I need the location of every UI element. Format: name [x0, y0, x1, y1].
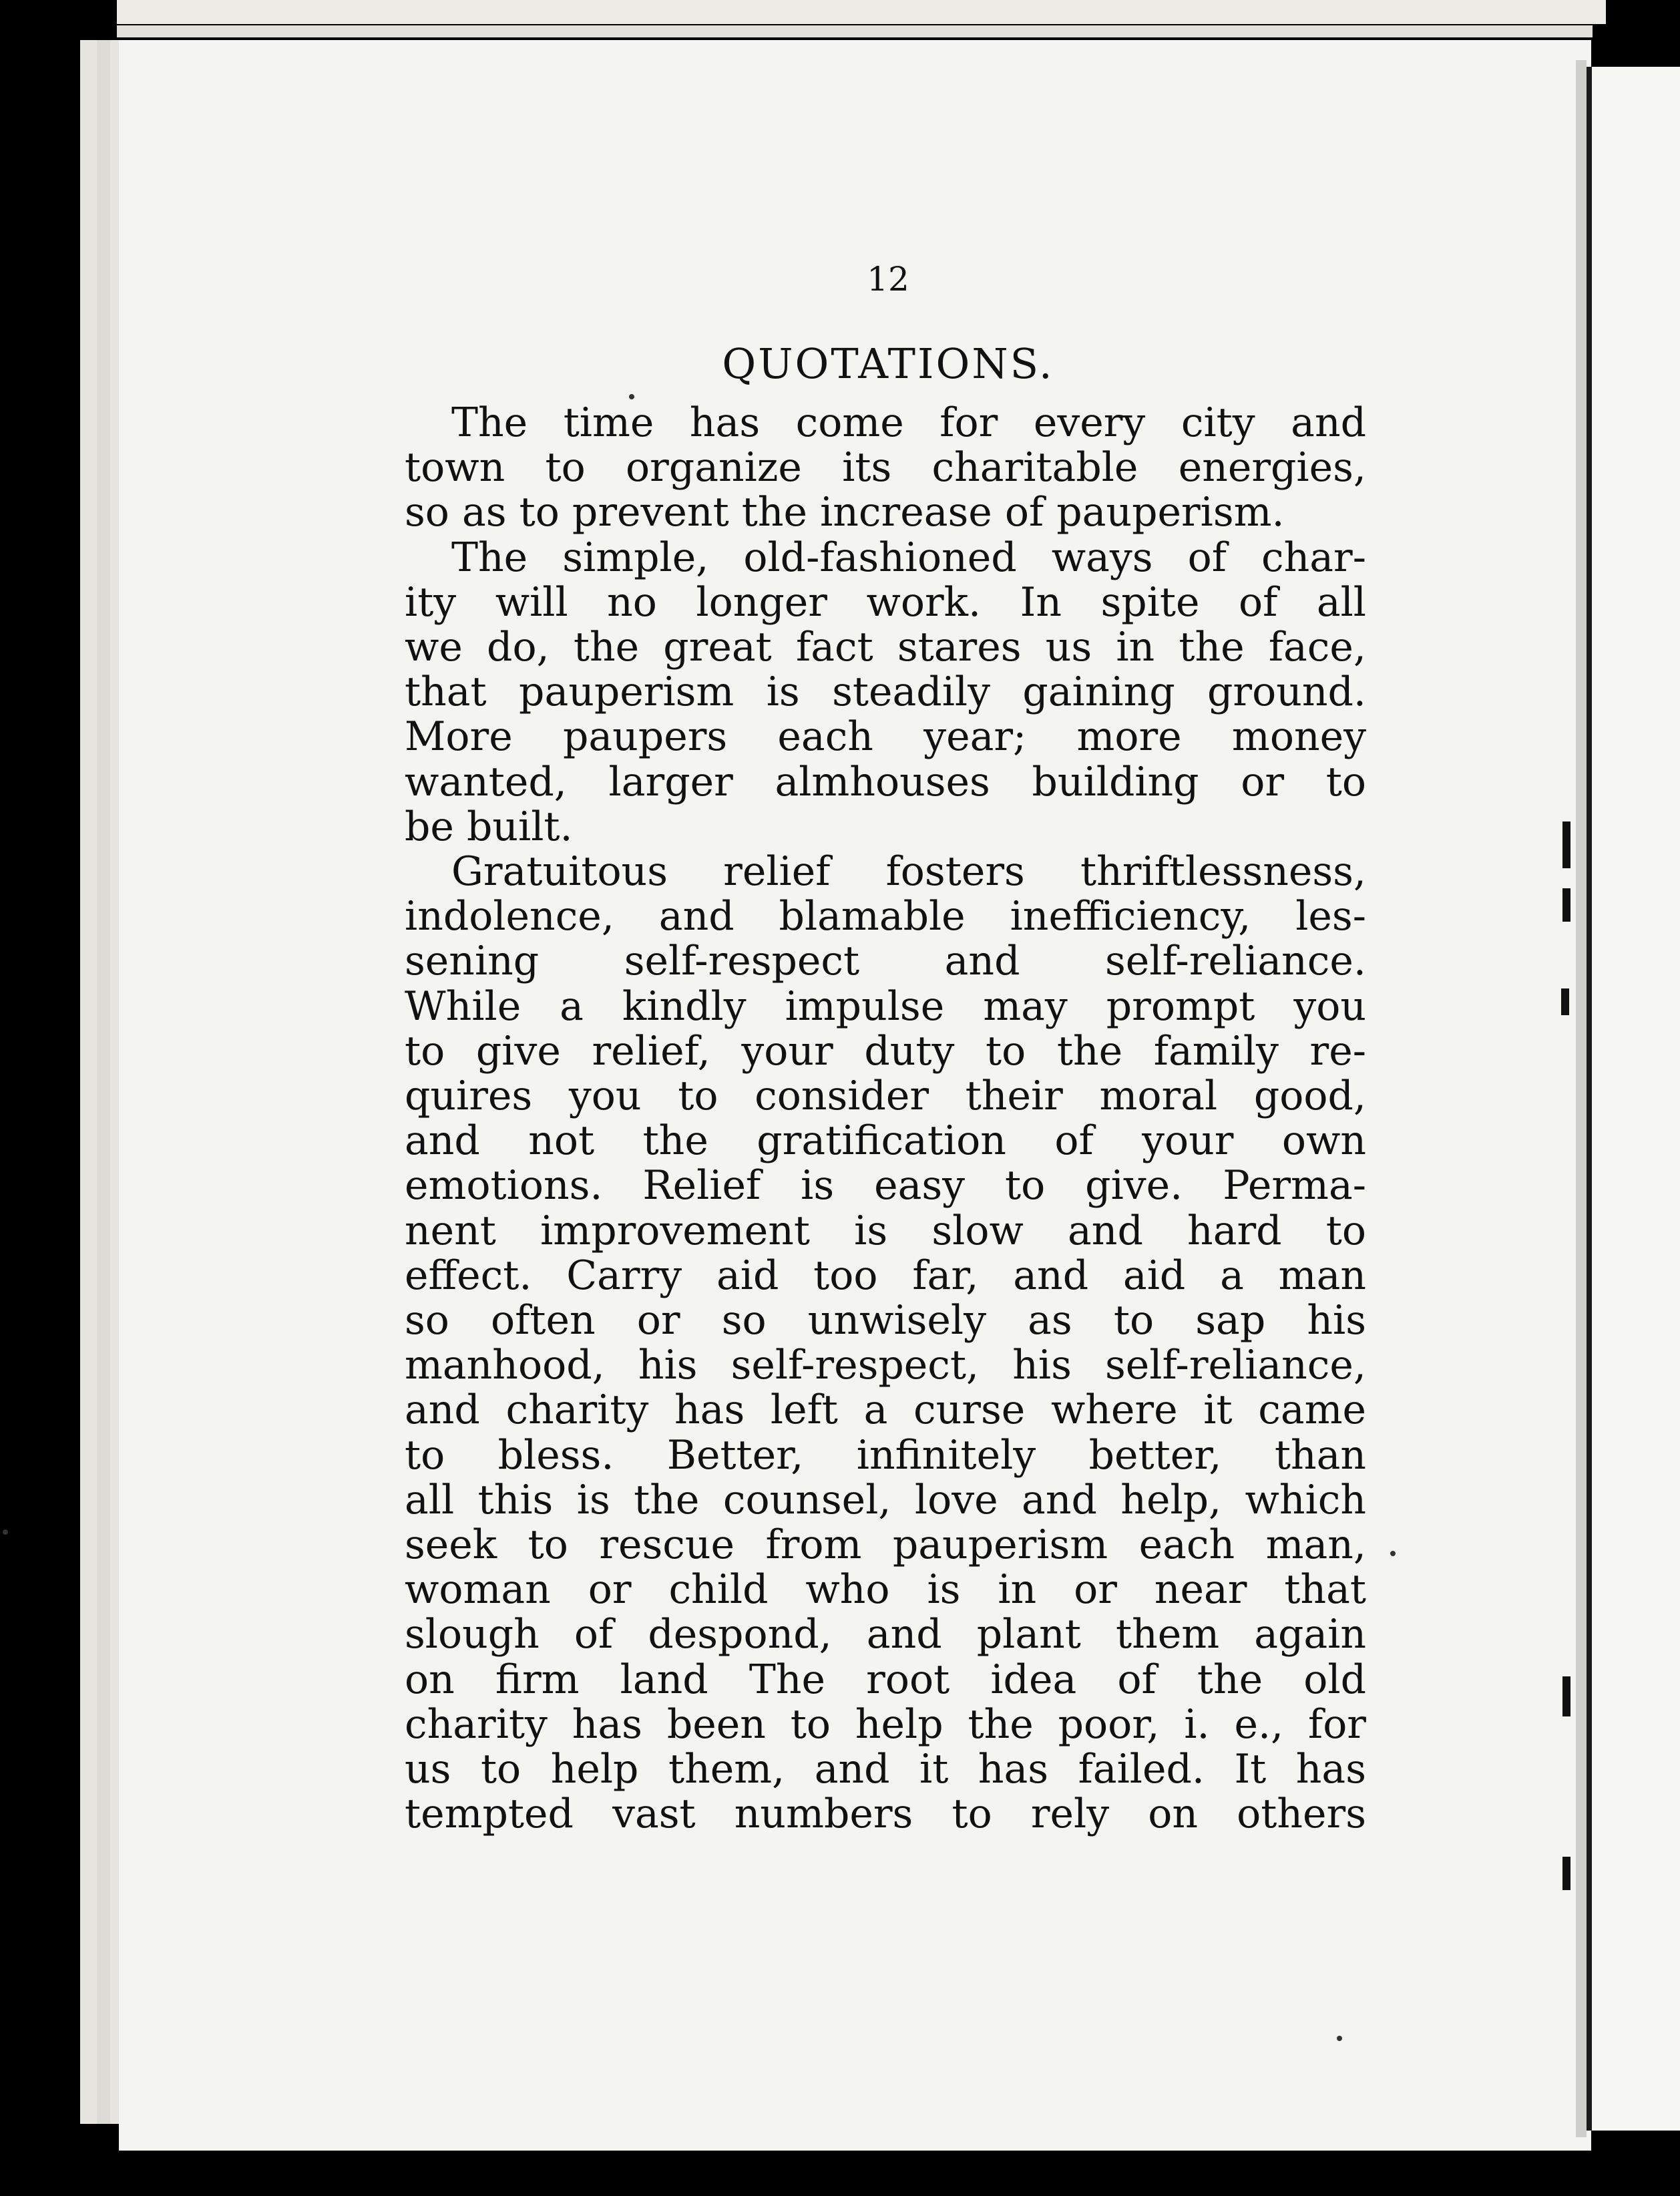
text-line: charity has been to help the poor, i. e., for — [405, 1701, 1366, 1748]
underlying-page-left-edge-2 — [97, 40, 110, 2124]
text-line: wanted, larger almhouses building or to — [405, 759, 1366, 805]
text-line: emotions. Relief is easy to give. Perma- — [405, 1162, 1366, 1209]
text-line: More paupers each year; more money — [405, 713, 1366, 760]
ink-speck — [1337, 2036, 1342, 2041]
binding-mark — [1562, 1857, 1570, 1890]
text-line: tempted vast numbers to rely on others — [405, 1791, 1366, 1837]
text-line: quires you to consider their moral good, — [405, 1073, 1366, 1119]
text-line: Gratuitous relief fosters thriftlessness, — [451, 848, 1366, 895]
text-line: so as to prevent the increase of pauperism. — [405, 489, 1285, 536]
text-line: sening self-respect and self-reliance. — [405, 938, 1366, 984]
text-line: woman or child who is in or near that — [405, 1566, 1366, 1613]
binding-mark — [1562, 888, 1570, 922]
text-line: indolence, and blamable inefficiency, les- — [405, 893, 1366, 940]
text-line: so often or so unwisely as to sap his — [405, 1297, 1366, 1344]
page-number: 12 — [867, 260, 909, 299]
text-line: we do, the great fact stares us in the face, — [405, 624, 1366, 671]
text-line: all this is the counsel, love and help, which — [405, 1477, 1366, 1523]
binding-mark — [1562, 1676, 1570, 1716]
ink-speck — [629, 394, 634, 399]
page-fold-line — [1587, 67, 1592, 2131]
ink-speck — [3, 1529, 8, 1535]
underlying-page-top-edge-2 — [117, 25, 1593, 37]
text-line: to give relief, your duty to the family re- — [405, 1028, 1366, 1075]
text-line: effect. Carry aid too far, and aid a man — [405, 1252, 1366, 1299]
text-line: be built. — [405, 803, 573, 850]
text-line: town to organize its charitable energies, — [405, 444, 1366, 491]
text-line: us to help them, and it has failed. It has — [405, 1746, 1366, 1793]
text-line: seek to rescue from pauperism each man, — [405, 1521, 1366, 1568]
text-line: The simple, old-fashioned ways of char- — [451, 534, 1366, 581]
binding-mark — [1561, 988, 1569, 1015]
text-line: While a kindly impulse may prompt you — [405, 983, 1366, 1030]
text-line: slough of despond, and plant them again — [405, 1611, 1366, 1658]
text-line: The time has come for every city and — [451, 399, 1366, 446]
text-line: on firm land The root idea of the old — [405, 1656, 1366, 1703]
text-line: that pauperism is steadily gaining ground. — [405, 669, 1366, 715]
text-line: and charity has left a curse where it came — [405, 1387, 1366, 1433]
text-line: and not the gratification of your own — [405, 1117, 1366, 1164]
page-title: QUOTATIONS. — [722, 339, 1054, 388]
underlying-page-top-edge — [117, 0, 1606, 24]
binding-mark — [1562, 821, 1570, 868]
ink-speck — [1390, 1551, 1396, 1556]
page-gutter-shadow — [1576, 60, 1587, 2137]
text-line: ity will no longer work. In spite of all — [405, 579, 1366, 626]
text-line: to bless. Better, infinitely better, than — [405, 1432, 1366, 1479]
text-line: nent improvement is slow and hard to — [405, 1208, 1366, 1254]
next-page-edge — [1591, 67, 1680, 2131]
text-line: manhood, his self-respect, his self-reliance, — [405, 1342, 1366, 1389]
